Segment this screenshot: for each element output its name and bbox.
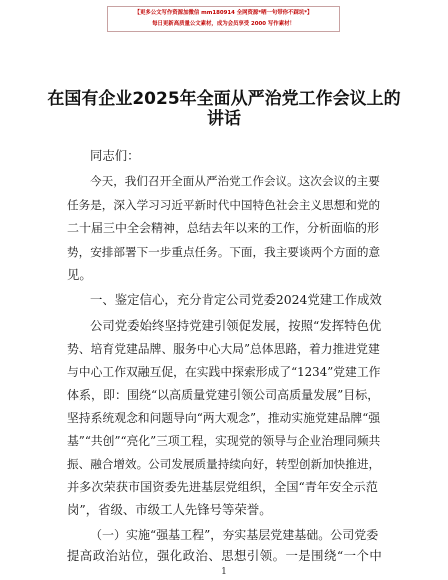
paragraph-1-line-4: 势，安排部署下一步重点任务。下面，我主要谈两个方面的意 (67, 245, 381, 259)
paragraph-3-line-1: （一）实施“强基工程”，夯实基层党建基础。公司党委 (90, 528, 379, 542)
paragraph-2-line-7: 振、融合增效。公司发展质量持续向好，转型创新加快推进， (67, 457, 381, 471)
paragraph-2-line-9: 岗”，省级、市级工人先锋号等荣誉。 (67, 502, 272, 517)
promo-banner (107, 6, 340, 32)
paragraph-2-line-1: 公司党委始终坚持党建引领促发展，按照“发挥特色优 (90, 318, 382, 333)
document-title-line-1: 在国有企业2025年全面从严治党工作会议上的 (47, 89, 401, 109)
paragraph-1-line-3: 二十届三中全会精神，总结去年以来的工作，分析面临的形 (67, 221, 380, 235)
paragraph-2-line-5: 坚持系统观念和问题导向“两大观念”，推动实施党建品牌“强 (67, 411, 381, 425)
paragraph-2-line-2: 势、培育党建品牌、服务中心大局”总体思路，着力推进党建 (67, 342, 380, 356)
promo-line-2: 每日更新高质量公文素材，成为会员享受 2000 写作素材！ (152, 21, 295, 27)
paragraph-2-line-6: 基”“共创”“亮化”三项工程，实现党的领导与企业治理同频共 (67, 434, 381, 448)
paragraph-3-line-2: 提高政治站位，强化政治、思想引领。一是围绕“一个中 (67, 548, 383, 563)
promo-line-1: 【更多公文写作资源加微信 mm180914 全网资源*晒一句带你不踩坑*】 (134, 10, 313, 16)
paragraph-2-line-3: 与中心工作双融互促，在实践中探索形成了“1234”党建工作 (67, 365, 381, 379)
paragraph-2-line-4: 体系，即：围绕“以高质量党建引领公司高质量发展”目标， (67, 388, 380, 402)
page-number: 1 (221, 567, 227, 577)
paragraph-1-line-5: 见。 (67, 267, 92, 282)
document-title-line-2: 讲话 (207, 109, 241, 129)
paragraph-1-line-2: 任务是，深入学习习近平新时代中国特色社会主义思想和党的 (67, 198, 381, 212)
salutation: 同志们： (90, 148, 140, 163)
paragraph-2-line-8: 并多次荣获市国资委先进基层党组织，全国“青年安全示范 (67, 480, 378, 494)
paragraph-1-line-1: 今天，我们召开全面从严治党工作会议。这次会议的主要 (90, 174, 380, 188)
section-heading-1: 一、鉴定信心，充分肯定公司党委2024党建工作成效 (90, 292, 382, 307)
